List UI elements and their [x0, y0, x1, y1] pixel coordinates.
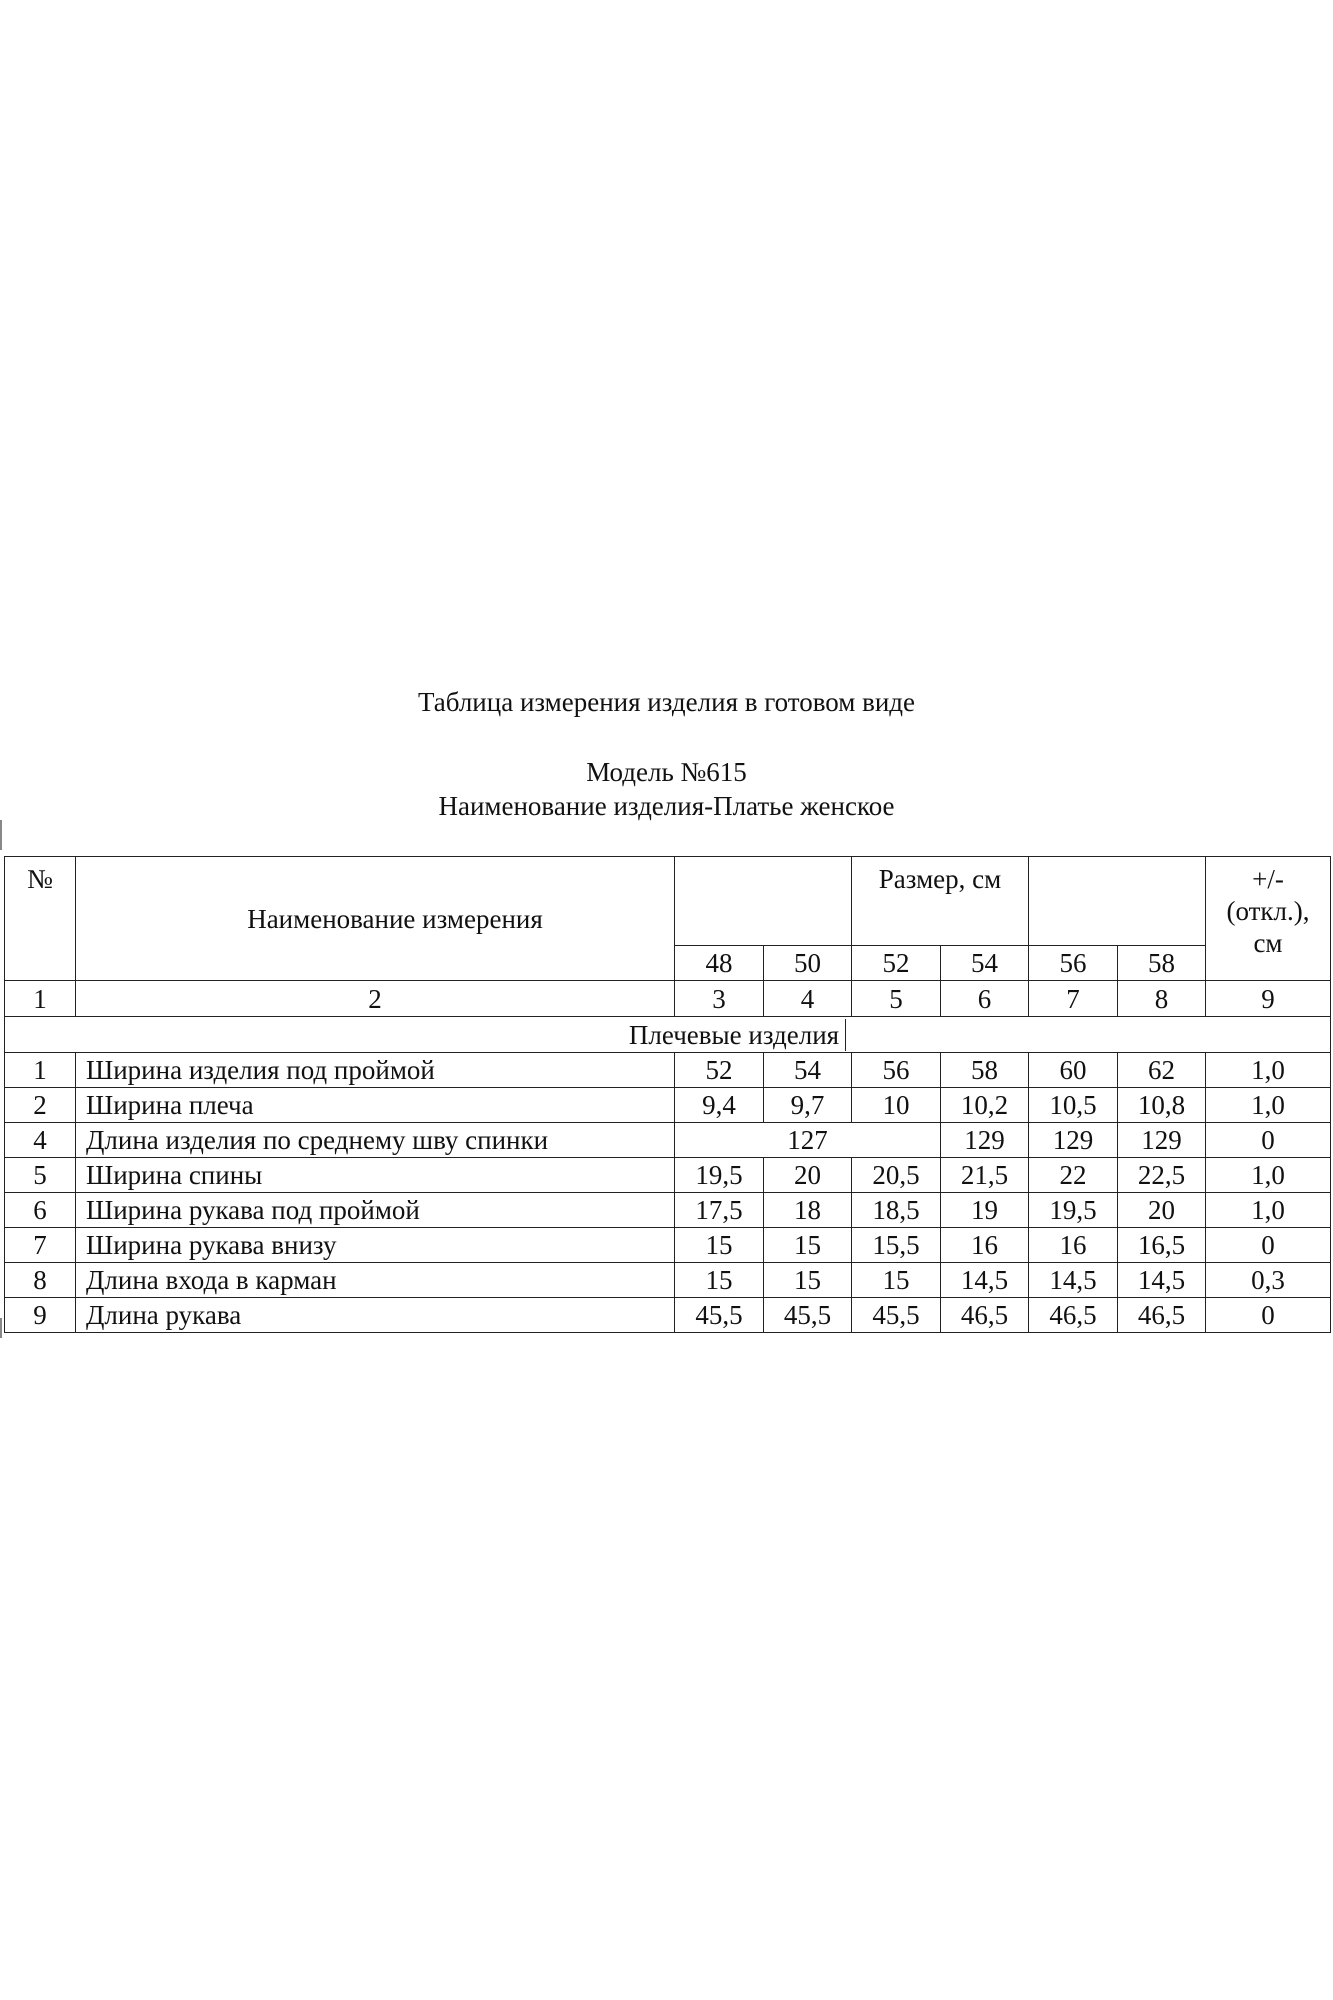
size-header-cell: 48 — [675, 946, 764, 981]
column-number-cell: 7 — [1029, 981, 1118, 1017]
value-cell: 56 — [852, 1053, 941, 1088]
row-number-cell: 4 — [5, 1123, 76, 1158]
row-number-cell: 1 — [5, 1053, 76, 1088]
measurement-name-cell: Длина изделия по среднему шву спинки — [76, 1123, 675, 1158]
tolerance-cell: 0 — [1206, 1228, 1331, 1263]
table-row — [5, 1088, 1331, 1123]
value-cell: 15 — [852, 1263, 941, 1298]
value-cell: 9,4 — [675, 1088, 764, 1123]
header-size-blank — [1029, 857, 1206, 946]
page-margin-marker — [0, 820, 2, 850]
value-cell: 19,5 — [675, 1158, 764, 1193]
value-cell: 20 — [764, 1158, 852, 1193]
value-cell: 15 — [764, 1228, 852, 1263]
value-cell: 14,5 — [941, 1263, 1029, 1298]
size-header-cell: 50 — [764, 946, 852, 981]
value-cell: 46,5 — [1029, 1298, 1118, 1333]
value-cell: 16 — [941, 1228, 1029, 1263]
value-cell: 46,5 — [1118, 1298, 1206, 1333]
column-number-cell: 4 — [764, 981, 852, 1017]
column-number-cell: 5 — [852, 981, 941, 1017]
value-cell: 22 — [1029, 1158, 1118, 1193]
value-cell: 19 — [941, 1193, 1029, 1228]
header-size-blank — [675, 857, 852, 946]
table-row — [5, 1053, 1331, 1088]
page-margin-marker — [0, 1318, 2, 1338]
value-cell: 15,5 — [852, 1228, 941, 1263]
value-cell: 16,5 — [1118, 1228, 1206, 1263]
section-cell — [5, 1017, 1331, 1053]
value-cell: 18,5 — [852, 1193, 941, 1228]
measurement-table — [4, 856, 1331, 1333]
column-number-cell: 1 — [5, 981, 76, 1017]
tolerance-cell: 0,3 — [1206, 1263, 1331, 1298]
value-cell: 9,7 — [764, 1088, 852, 1123]
row-number-cell: 7 — [5, 1228, 76, 1263]
measurement-name-cell: Ширина плеча — [76, 1088, 675, 1123]
value-cell: 21,5 — [941, 1158, 1029, 1193]
row-number-cell: 5 — [5, 1158, 76, 1193]
header-sizes-label: Размер, см — [852, 857, 1029, 946]
table-row — [5, 1298, 1331, 1333]
header-measurement-name: Наименование измерения — [76, 857, 675, 981]
column-number-row — [5, 981, 1331, 1017]
value-cell: 15 — [675, 1228, 764, 1263]
value-cell: 129 — [1118, 1123, 1206, 1158]
measurement-name-cell: Длина рукава — [76, 1298, 675, 1333]
value-cell: 46,5 — [941, 1298, 1029, 1333]
column-number-cell: 9 — [1206, 981, 1331, 1017]
value-cell: 10,2 — [941, 1088, 1029, 1123]
value-cell: 60 — [1029, 1053, 1118, 1088]
value-cell: 16 — [1029, 1228, 1118, 1263]
table-row — [5, 1263, 1331, 1298]
value-cell: 62 — [1118, 1053, 1206, 1088]
value-cell: 54 — [764, 1053, 852, 1088]
model-number: Модель №615 — [586, 757, 747, 787]
document-title: Таблица измерения изделия в готовом виде — [417, 687, 916, 717]
value-cell: 58 — [941, 1053, 1029, 1088]
row-number-cell: 8 — [5, 1263, 76, 1298]
header-tolerance — [1206, 857, 1331, 981]
column-number-cell: 2 — [76, 981, 675, 1017]
value-cell: 10,8 — [1118, 1088, 1206, 1123]
measurement-name-cell: Ширина рукава под проймой — [76, 1193, 675, 1228]
value-cell: 45,5 — [852, 1298, 941, 1333]
value-cell: 129 — [1029, 1123, 1118, 1158]
table-row — [5, 1123, 1331, 1158]
table-row — [5, 1193, 1331, 1228]
measurement-name-cell: Ширина рукава внизу — [76, 1228, 675, 1263]
value-cell: 14,5 — [1029, 1263, 1118, 1298]
value-cell: 19,5 — [1029, 1193, 1118, 1228]
value-cell: 45,5 — [675, 1298, 764, 1333]
value-cell: 15 — [675, 1263, 764, 1298]
value-cell: 10 — [852, 1088, 941, 1123]
section-title: Плечевые изделия — [629, 1019, 846, 1051]
merged-value-cell: 127 — [675, 1123, 941, 1158]
tolerance-cell: 1,0 — [1206, 1158, 1331, 1193]
header-tolerance-line: +/- — [1252, 864, 1284, 894]
value-cell: 129 — [941, 1123, 1029, 1158]
value-cell: 45,5 — [764, 1298, 852, 1333]
tolerance-cell: 1,0 — [1206, 1193, 1331, 1228]
row-number-cell: 9 — [5, 1298, 76, 1333]
row-number-cell: 2 — [5, 1088, 76, 1123]
header-tolerance-line: см — [1253, 928, 1283, 958]
measurement-name-cell: Длина входа в карман — [76, 1263, 675, 1298]
tolerance-cell: 1,0 — [1206, 1053, 1331, 1088]
value-cell: 15 — [764, 1263, 852, 1298]
size-header-cell: 54 — [941, 946, 1029, 981]
value-cell: 18 — [764, 1193, 852, 1228]
table-row — [5, 1228, 1331, 1263]
product-name: Наименование изделия-Платье женское — [438, 791, 895, 821]
tolerance-cell: 0 — [1206, 1123, 1331, 1158]
tolerance-cell: 1,0 — [1206, 1088, 1331, 1123]
value-cell: 10,5 — [1029, 1088, 1118, 1123]
section-row — [5, 1017, 1331, 1053]
value-cell: 22,5 — [1118, 1158, 1206, 1193]
measurement-name-cell: Ширина спины — [76, 1158, 675, 1193]
header-tolerance-line: (откл.), — [1226, 896, 1310, 926]
size-header-cell: 56 — [1029, 946, 1118, 981]
tolerance-cell: 0 — [1206, 1298, 1331, 1333]
header-number: № — [5, 857, 76, 981]
row-number-cell: 6 — [5, 1193, 76, 1228]
column-number-cell: 3 — [675, 981, 764, 1017]
value-cell: 14,5 — [1118, 1263, 1206, 1298]
column-number-cell: 8 — [1118, 981, 1206, 1017]
size-header-cell: 58 — [1118, 946, 1206, 981]
size-header-cell: 52 — [852, 946, 941, 981]
value-cell: 52 — [675, 1053, 764, 1088]
header-row — [5, 857, 1331, 946]
value-cell: 20 — [1118, 1193, 1206, 1228]
value-cell: 20,5 — [852, 1158, 941, 1193]
value-cell: 17,5 — [675, 1193, 764, 1228]
table-row — [5, 1158, 1331, 1193]
column-number-cell: 6 — [941, 981, 1029, 1017]
measurement-name-cell: Ширина изделия под проймой — [76, 1053, 675, 1088]
